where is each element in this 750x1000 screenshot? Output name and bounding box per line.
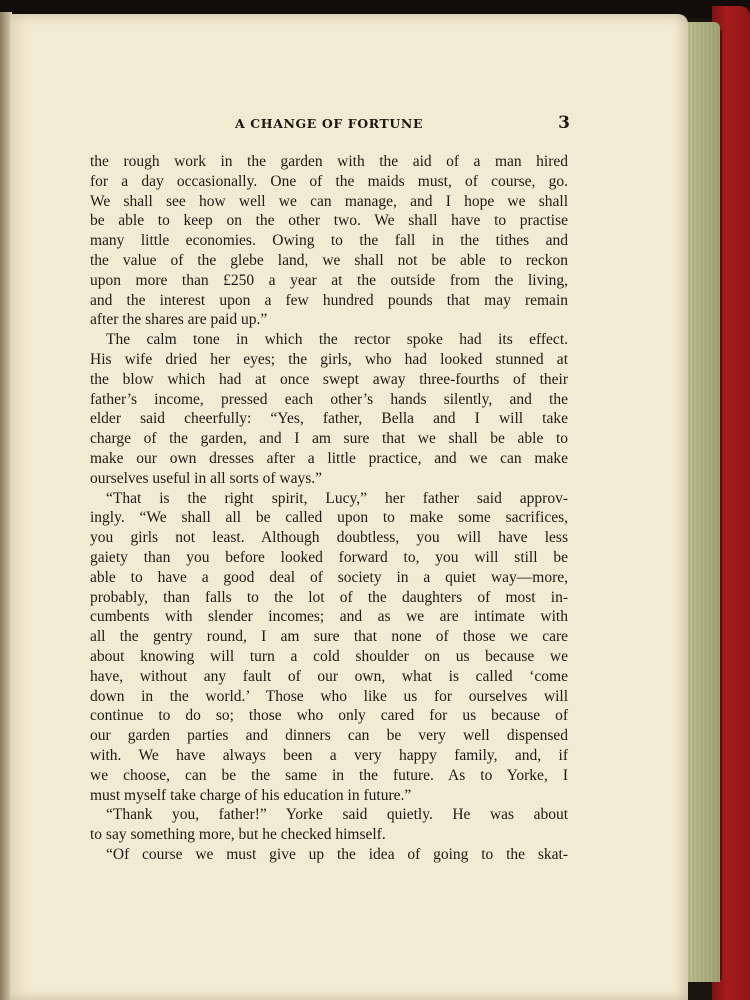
text-line: after the shares are paid up.” xyxy=(90,311,268,329)
text-line: the value of the glebe land, we shall not be able to reckon xyxy=(90,251,568,269)
text-line: be able to keep on the other two. We shall have to practise xyxy=(90,212,568,230)
running-title: A CHANGE OF FORTUNE xyxy=(235,116,424,131)
text-line: to say something more, but he checked himself. xyxy=(90,826,386,844)
text-line: for a day occasionally. One of the maids must, of course, go. xyxy=(90,172,568,190)
body-text xyxy=(90,152,568,865)
text-line: probably, than falls to the lot of the daughters of most in- xyxy=(90,588,568,606)
text-line: all the gentry round, I am sure that none of those we care xyxy=(90,628,568,646)
text-line: We shall see how well we can manage, and I hope we shall xyxy=(90,192,568,210)
text-line: “That is the right spirit, Lucy,” her father said approv- xyxy=(106,489,568,507)
text-line: and the interest upon a few hundred pounds that may remain xyxy=(90,291,568,309)
text-line: charge of the garden, and I am sure that we shall be able to xyxy=(90,430,568,448)
text-line: elder said cheerfully: “Yes, father, Bella and I will take xyxy=(90,410,568,428)
text-line: the rough work in the garden with the aid of a man hired xyxy=(90,153,568,170)
text-line: we choose, can be the same in the future. As to Yorke, I xyxy=(90,766,568,784)
text-line: the blow which had at once swept away three-fourths of their xyxy=(90,370,568,388)
text-line: must myself take charge of his education in future.” xyxy=(90,786,412,804)
text-line: upon more than £250 a year at the outside from the living, xyxy=(90,271,568,289)
page-header xyxy=(90,114,570,136)
text-line: The calm tone in which the rector spoke had its effect. xyxy=(106,331,568,349)
text-line: His wife dried her eyes; the girls, who had looked stunned at xyxy=(90,350,568,368)
text-line: ourselves useful in all sorts of ways.” xyxy=(90,469,323,487)
text-line: make our own dresses after a little practice, and we can make xyxy=(90,449,568,467)
text-line: about knowing will turn a cold shoulder on us because we xyxy=(90,647,568,665)
text-line: with. We have always been a very happy family, and, if xyxy=(90,746,568,764)
text-line: able to have a good deal of society in a quiet way—more, xyxy=(90,568,568,586)
text-line: “Thank you, father!” Yorke said quietly. He was about xyxy=(106,806,568,824)
text-line: have, without any fault of our own, what is called ‘come xyxy=(90,667,568,685)
text-line: father’s income, pressed each other’s hands silently, and the xyxy=(90,390,568,408)
text-line: many little economies. Owing to the fall in the tithes and xyxy=(90,232,568,250)
text-line: gaiety than you before looked forward to, you will still be xyxy=(90,548,568,566)
text-line: cumbents with slender incomes; and as we are intimate with xyxy=(90,608,568,626)
page-number: 3 xyxy=(558,113,570,133)
text-line: “Of course we must give up the idea of going to the skat- xyxy=(106,845,568,863)
text-line: ingly. “We shall all be called upon to make some sacrifices, xyxy=(90,509,568,527)
text-line: continue to do so; those who only cared for us because of xyxy=(90,707,568,725)
text-line: down in the world.’ Those who like us for ourselves will xyxy=(90,687,568,705)
text-line: you girls not least. Although doubtless, you will have less xyxy=(90,529,568,547)
text-line: our garden parties and dinners can be very well dispensed xyxy=(90,727,568,745)
